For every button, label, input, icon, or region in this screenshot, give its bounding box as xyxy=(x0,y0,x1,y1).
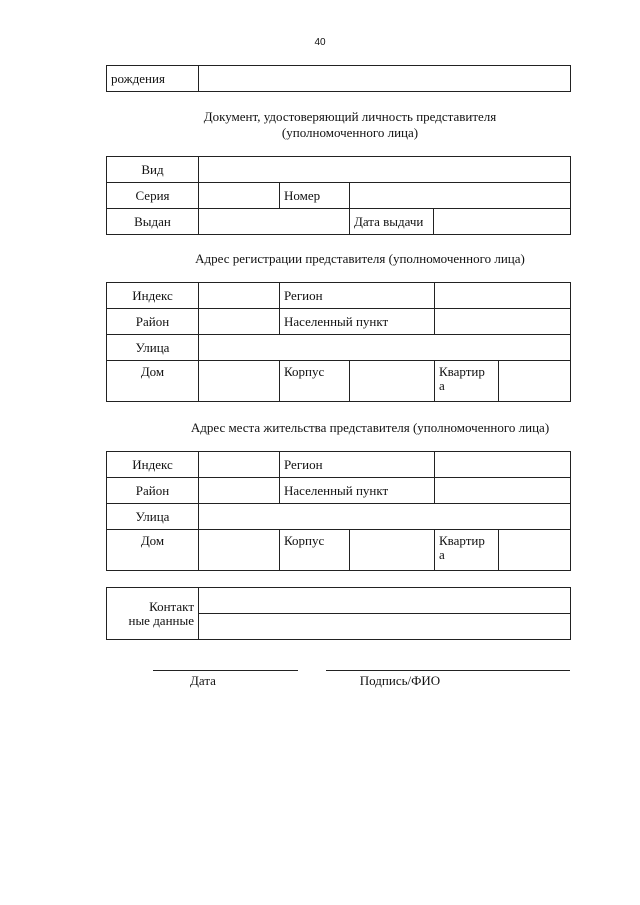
id-document-heading-line1: Документ, удостоверяющий личность представителя xyxy=(203,109,497,124)
reg-building-field[interactable] xyxy=(350,361,435,402)
res-region-label: Регион xyxy=(280,452,435,478)
id-document-table xyxy=(106,156,571,235)
res-house-field[interactable] xyxy=(199,530,280,571)
res-district-label: Район xyxy=(107,478,199,504)
id-document-heading-line2: (уполномоченного лица) xyxy=(281,125,419,140)
res-house-label: Дом xyxy=(107,530,199,571)
reg-apartment-label xyxy=(435,361,499,402)
doc-series-label: Серия xyxy=(107,183,199,209)
res-district-field[interactable] xyxy=(199,478,280,504)
reg-region-field[interactable] xyxy=(435,283,571,309)
reg-district-field[interactable] xyxy=(199,309,280,335)
reg-district-label: Район xyxy=(107,309,199,335)
res-index-label: Индекс xyxy=(107,452,199,478)
page-number: 40 xyxy=(314,37,326,48)
doc-number-field[interactable] xyxy=(350,183,571,209)
res-street-field[interactable] xyxy=(199,504,571,530)
res-apartment-field[interactable] xyxy=(499,530,571,571)
doc-issued-label: Выдан xyxy=(107,209,199,235)
residence-address-table xyxy=(106,451,571,571)
contacts-table xyxy=(106,587,571,640)
reg-apartment-label-line1: Квартир xyxy=(439,364,485,379)
res-building-label: Корпус xyxy=(280,530,350,571)
res-apartment-label xyxy=(435,530,499,571)
doc-number-label: Номер xyxy=(280,183,350,209)
id-document-heading xyxy=(150,109,550,141)
reg-house-label: Дом xyxy=(107,361,199,402)
doc-issue-date-label: Дата выдачи xyxy=(350,209,434,235)
doc-issued-field[interactable] xyxy=(199,209,350,235)
contacts-label xyxy=(107,588,199,640)
reg-apartment-label-line2: а xyxy=(439,378,445,393)
contacts-field-1[interactable] xyxy=(199,588,571,614)
res-locality-field[interactable] xyxy=(435,478,571,504)
registration-address-table xyxy=(106,282,571,402)
reg-region-label: Регион xyxy=(280,283,435,309)
reg-apartment-field[interactable] xyxy=(499,361,571,402)
doc-series-field[interactable] xyxy=(199,183,280,209)
doc-issue-date-field[interactable] xyxy=(434,209,571,235)
reg-building-label: Корпус xyxy=(280,361,350,402)
residence-address-heading: Адрес места жительства представителя (уполномоченного лица) xyxy=(190,420,550,435)
reg-index-field[interactable] xyxy=(199,283,280,309)
res-locality-label: Населенный пункт xyxy=(280,478,435,504)
res-region-field[interactable] xyxy=(435,452,571,478)
signature-line[interactable] xyxy=(326,670,570,671)
res-street-label: Улица xyxy=(107,504,199,530)
contacts-label-line1: Контакт xyxy=(149,598,194,614)
res-apartment-label-line1: Квартир xyxy=(439,533,485,548)
date-label: Дата xyxy=(190,673,216,688)
contacts-field-2[interactable] xyxy=(199,614,571,640)
reg-index-label: Индекс xyxy=(107,283,199,309)
registration-address-heading: Адрес регистрации представителя (уполномоченного лица) xyxy=(195,251,525,266)
birth-date-field[interactable] xyxy=(199,66,571,92)
birth-date-label: рождения xyxy=(107,66,199,92)
date-signature-line[interactable] xyxy=(153,670,298,671)
doc-type-field[interactable] xyxy=(199,157,571,183)
reg-street-field[interactable] xyxy=(199,335,571,361)
contacts-label-line2: ные данные xyxy=(128,612,194,628)
reg-house-field[interactable] xyxy=(199,361,280,402)
reg-street-label: Улица xyxy=(107,335,199,361)
birth-date-table xyxy=(106,65,571,92)
res-index-field[interactable] xyxy=(199,452,280,478)
reg-locality-field[interactable] xyxy=(435,309,571,335)
res-building-field[interactable] xyxy=(350,530,435,571)
signature-label: Подпись/ФИО xyxy=(359,673,441,688)
doc-type-label: Вид xyxy=(107,157,199,183)
res-apartment-label-line2: а xyxy=(439,547,445,562)
reg-locality-label: Населенный пункт xyxy=(280,309,435,335)
